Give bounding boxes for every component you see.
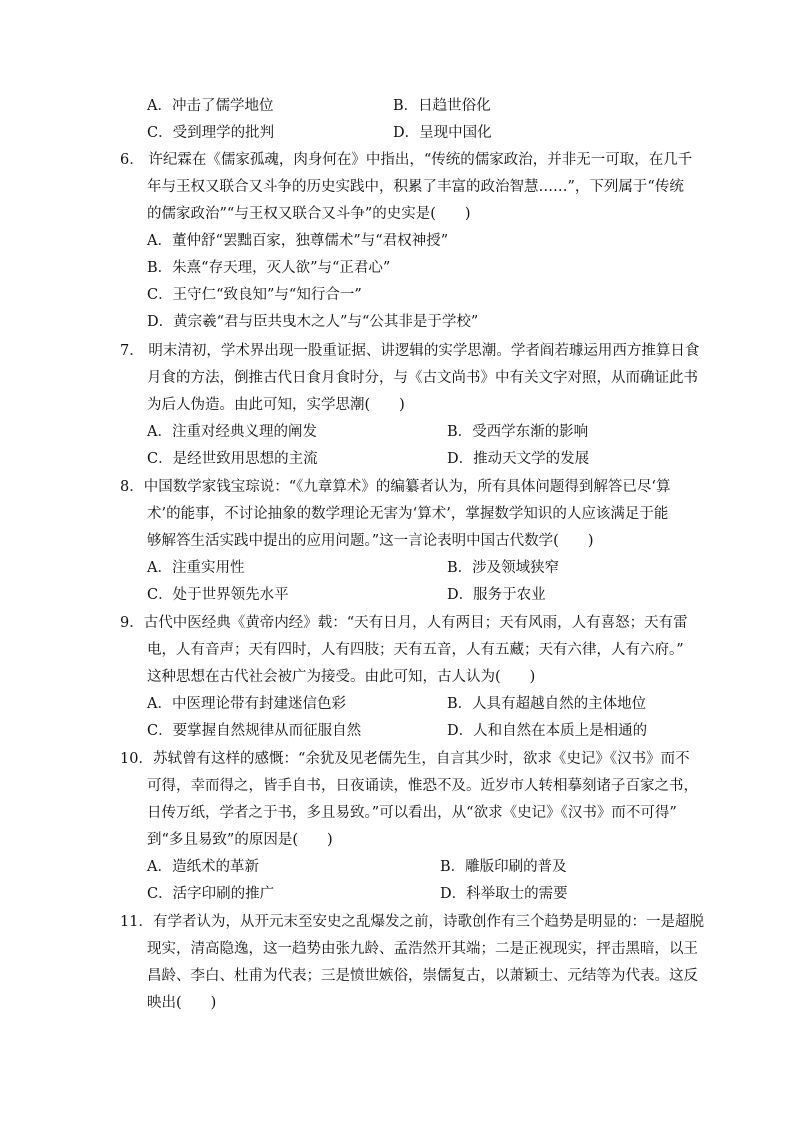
q5-option-d: D．呈现中国化 xyxy=(393,125,492,141)
q11-stem-line-3: 昌龄、李白、杜甫为代表；三是愤世嫉俗，崇儒复古，以萧颖士、元结等为代表。这反 xyxy=(147,968,698,984)
q8-option-a: A．注重实用性 xyxy=(147,560,245,576)
q7-stem-line-1: 7． 明末清初，学术界出现一股重证据、讲逻辑的实学思潮。学者阎若璩运用西方推算日食 xyxy=(120,343,700,359)
q8-stem-line-2: 术’的能事，不讨论抽象的数学理论无害为‘算术’，掌握数学知识的人应该满足于能 xyxy=(147,506,669,522)
q8-stem-line-1: 8．中国数学家钱宝琮说：“《九章算术》的编纂者认为，所有具体问题得到解答已尽‘算 xyxy=(120,479,671,495)
q10-option-b: B．雕版印刷的普及 xyxy=(440,859,567,875)
q7-stem-line-3: 为后人伪造。由此可知，实学思潮( ) xyxy=(147,397,405,413)
q11-stem-line-2: 现实，清高隐逸，这一趋势由张九龄、孟浩然开其端；二是正视现实，抨击黑暗，以王 xyxy=(147,941,698,957)
q6-stem-line-2: 年与王权又联合又斗争的历史实践中，积累了丰富的政治智慧……”，下列属于“传统 xyxy=(147,179,684,195)
q6-option-b: B．朱熹“存天理，灭人欲”与“正君心” xyxy=(147,260,391,276)
q9-option-a: A．中医理论带有封建迷信色彩 xyxy=(147,696,346,712)
q8-stem-line-3: 够解答生活实践中提出的应用问题。”这一言论表明中国古代数学( ) xyxy=(147,533,594,549)
q6-stem-line-3: 的儒家政治”“与王权又联合又斗争”的史实是( ) xyxy=(147,206,471,222)
q10-option-c: C．活字印刷的推广 xyxy=(147,886,275,902)
q5-option-a: A．冲击了儒学地位 xyxy=(147,98,274,114)
q10-stem-line-1: 10．苏轼曾有这样的感慨：“余犹及见老儒先生，自言其少时，欲求《史记》《汉书》而不 xyxy=(120,751,690,767)
q9-option-b: B．人具有超越自然的主体地位 xyxy=(447,696,647,712)
q10-stem-line-3: 日传万纸，学者之于书，多且易致。”可以看出，从“欲求《史记》《汉书》而不可得” xyxy=(147,805,677,821)
q6-option-d: D．黄宗羲“君与臣共曳木之人”与“公其非是于学校” xyxy=(147,314,479,330)
q7-stem-line-2: 月食的方法，倒推古代日食月食时分，与《古文尚书》中有关文字对照，从而确证此书 xyxy=(147,370,698,386)
q6-stem-line-1: 6． 许纪霖在《儒家孤魂，肉身何在》中指出，“传统的儒家政治，并非无一可取，在几千 xyxy=(120,152,693,168)
q6-option-a: A．董仲舒“罢黜百家，独尊儒术”与“君权神授” xyxy=(147,233,449,249)
q9-stem-line-1: 9．古代中医经典《黄帝内经》载：“天有日月，人有两目；天有风雨，人有喜怒；天有雷 xyxy=(120,615,688,631)
q9-stem-line-3: 这种思想在古代社会被广为接受。由此可知，古人认为( ) xyxy=(147,669,536,685)
q9-stem-line-2: 电，人有音声；天有四时，人有四肢；天有五音，人有五藏；天有六律，人有六府。” xyxy=(147,642,684,658)
q8-option-d: D．服务于农业 xyxy=(447,587,546,603)
q8-option-b: B．涉及领域狭窄 xyxy=(447,560,560,576)
q9-option-d: D．人和自然在本质上是相通的 xyxy=(447,723,648,739)
q7-option-b: B．受西学东渐的影响 xyxy=(447,424,589,440)
q10-stem-line-2: 可得，幸而得之，皆手自书，日夜诵读，惟恐不及。近岁市人转相摹刻诸子百家之书， xyxy=(147,778,698,794)
q7-option-d: D．推动天文学的发展 xyxy=(447,451,590,467)
q6-option-c: C．王守仁“致良知”与“知行合一” xyxy=(147,287,362,303)
q10-option-d: D．科举取士的需要 xyxy=(440,886,568,902)
q7-option-a: A．注重对经典义理的阐发 xyxy=(147,424,317,440)
q7-option-c: C．是经世致用思想的主流 xyxy=(147,451,318,467)
q11-stem-line-1: 11．有学者认为，从开元末至安史之乱爆发之前，诗歌创作有三个趋势是明显的：一是超脱 xyxy=(120,914,704,930)
q9-option-c: C．要掌握自然规律从而征服自然 xyxy=(147,723,362,739)
q10-stem-line-4: 到“多且易致”的原因是( ) xyxy=(147,832,333,848)
q11-stem-line-4: 映出( ) xyxy=(147,995,217,1011)
q5-option-b: B．日趋世俗化 xyxy=(393,98,491,114)
q8-option-c: C．处于世界领先水平 xyxy=(147,587,289,603)
q10-option-a: A．造纸术的革新 xyxy=(147,859,259,875)
q5-option-c: C．受到理学的批判 xyxy=(147,125,275,141)
